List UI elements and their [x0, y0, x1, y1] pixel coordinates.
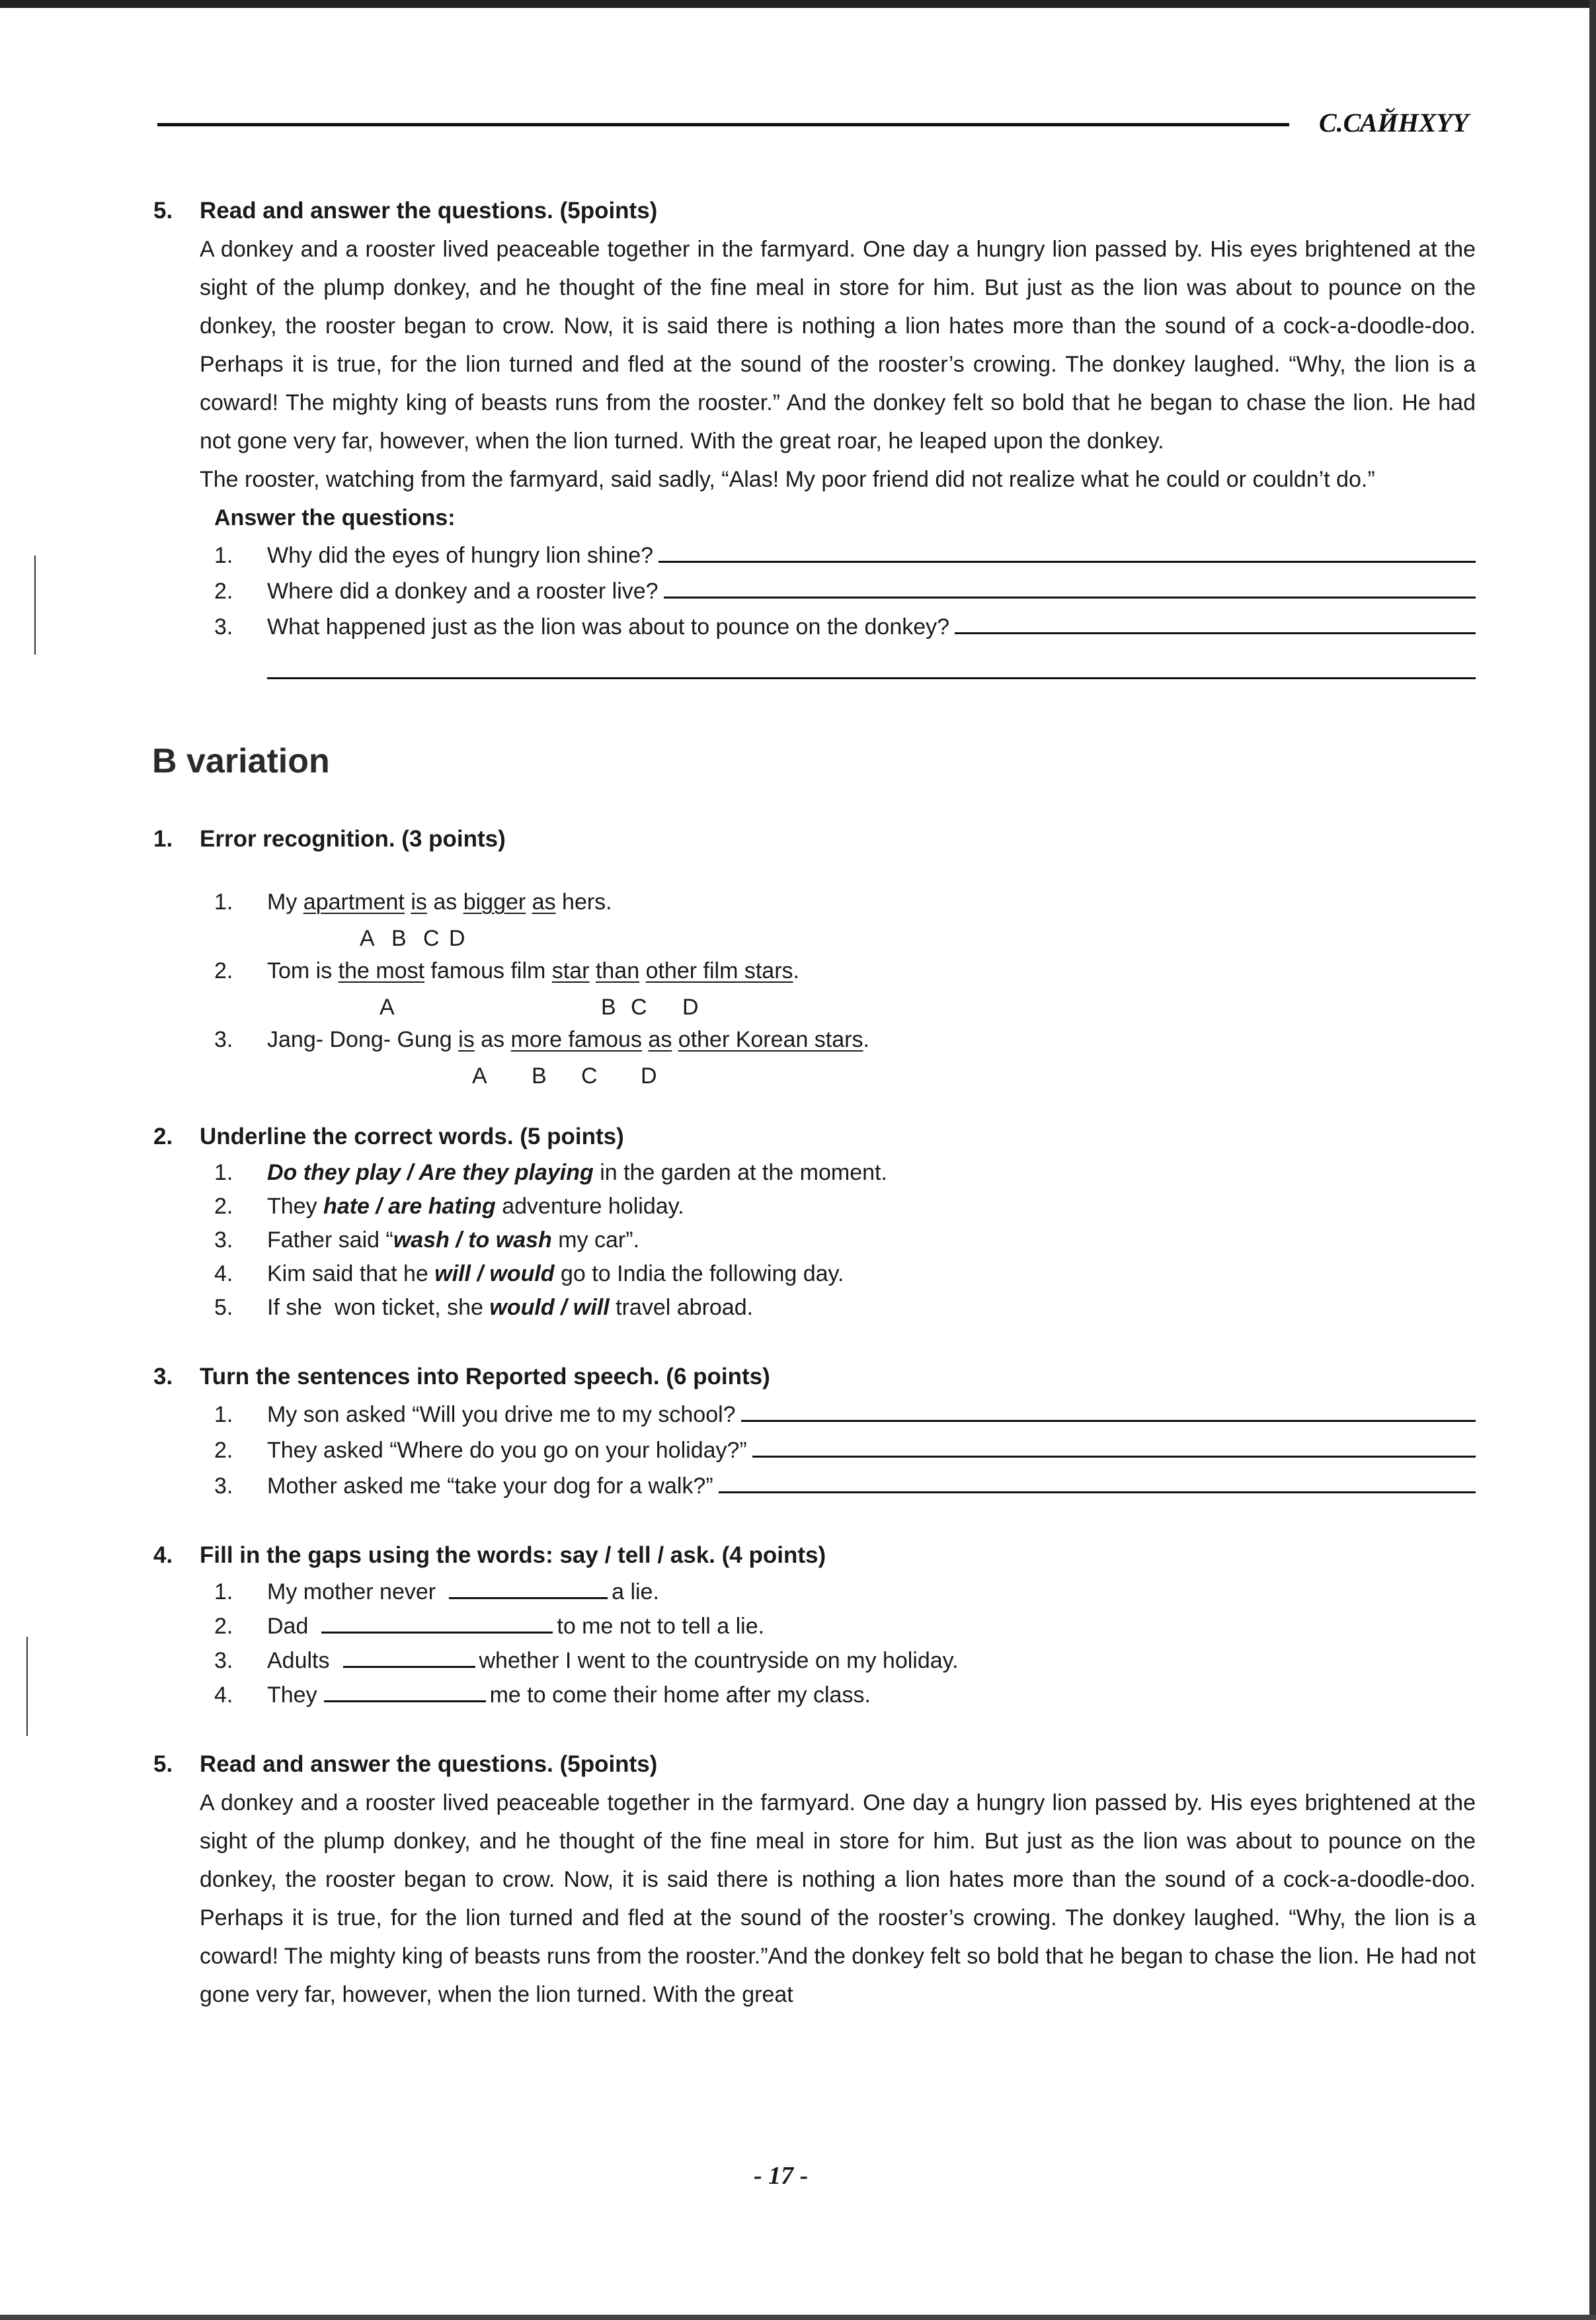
choice-item: 1. Do they play / Are they playing in the garden at the moment. — [214, 1160, 887, 1185]
task-2-underline-correct-words — [153, 1118, 1476, 1325]
option-letters: A B C D — [472, 1063, 657, 1089]
task-heading — [153, 1536, 1476, 1575]
question-text: What happened just as the lion was about to pounce on the donkey? — [267, 614, 950, 640]
option-c: as — [648, 1027, 672, 1052]
option-a: is — [458, 1027, 475, 1052]
word-choice[interactable]: wash / to wash — [393, 1227, 552, 1253]
margin-mark — [34, 556, 36, 655]
gap-item: 3. Adults whether I went to the countryside on my holiday. — [214, 1643, 1476, 1678]
task-number: 1. — [153, 826, 173, 852]
error-sentence — [214, 885, 1476, 919]
passage-paragraph: The rooster, watching from the farmyard, said sadly, “Alas! My poor friend did not realize what he could or couldn’t do.” — [200, 467, 1375, 492]
option-b: star — [551, 958, 590, 983]
gap-item: 1. My mother never a lie. — [214, 1575, 1476, 1609]
header-title: С.САЙНХҮҮ — [1319, 108, 1469, 138]
task-heading — [153, 192, 1476, 230]
option-c: bigger — [463, 890, 526, 915]
gap-blank[interactable] — [449, 1575, 608, 1599]
word-choice[interactable]: would / will — [489, 1295, 610, 1320]
choice-item: 2. They hate / are hating adventure holiday. — [214, 1194, 684, 1219]
option-d: other film stars — [645, 958, 793, 983]
word-choice[interactable]: will / would — [434, 1261, 555, 1286]
option-letters: A B C D — [379, 995, 699, 1020]
question-number: 3. — [214, 614, 233, 640]
question-text: Why did the eyes of hungry lion shine? — [267, 543, 654, 568]
question-number: 2. — [214, 579, 233, 604]
answer-line-continuation[interactable] — [267, 644, 1476, 679]
task-heading — [153, 1358, 1476, 1396]
answer-line[interactable] — [719, 1468, 1476, 1493]
questions-label: Answer the questions: — [214, 505, 456, 530]
question-item — [214, 537, 1476, 573]
question-list — [214, 537, 1476, 644]
task-heading — [153, 820, 1476, 858]
question-number: 1. — [214, 543, 233, 568]
answer-line[interactable] — [955, 608, 1476, 634]
task-number: 4. — [153, 1542, 173, 1568]
gap-item: 4. They me to come their home after my class. — [214, 1678, 1476, 1712]
error-item — [214, 1022, 1476, 1091]
question-item — [214, 573, 1476, 608]
scan-edge-bottom — [0, 2315, 1596, 2320]
answer-line[interactable] — [658, 537, 1476, 563]
option-a: the most — [338, 958, 425, 983]
worksheet-content — [153, 192, 1476, 2014]
reading-passage — [200, 230, 1476, 499]
choice-item: 3. Father said “wash / to wash my car”. — [214, 1227, 640, 1253]
answer-line[interactable] — [664, 573, 1476, 599]
reported-item: 1. My son asked “Will you drive me to my school? — [214, 1396, 1476, 1432]
option-d: other Korean stars — [678, 1027, 863, 1052]
task-number: 5. — [153, 198, 173, 224]
error-sentence — [214, 1022, 1476, 1057]
option-b: more famous — [510, 1027, 642, 1052]
passage-paragraph: A donkey and a rooster lived peaceable together in the farmyard. One day a hungry lion passed by. His eyes brightened at the sight of the plump donkey, and he thought of the fine meal in store for him. But just as the lion was about to pounce on the donkey, the rooster began to crow. Now, it is said there is nothing a lion hates more than the sound of a cock-a-doodle-doo. Perhaps it is true, for the lion turned and fled at the sound of the rooster’s crowing. The donkey laughed. “Why, the lion is a coward! The mighty king of beasts runs from the rooster.” And the donkey felt so bold that he began to chase the lion. He had not gone very far, however, when the lion turned. With the great roar, he leaped upon the donkey. — [200, 237, 1476, 454]
task-number: 2. — [153, 1124, 173, 1149]
option-d: as — [532, 890, 556, 915]
task-4-fill-in-gaps — [153, 1536, 1476, 1712]
gap-blank[interactable] — [321, 1609, 553, 1634]
word-choice[interactable]: hate / are hating — [323, 1194, 496, 1219]
item-number: 1. — [214, 890, 233, 915]
task-5-reading — [153, 1745, 1476, 2014]
sentence: My apartment is as bigger as hers. — [267, 890, 612, 915]
gap-fill-list — [214, 1575, 1476, 1712]
option-letters: A B C D — [360, 926, 465, 951]
item-number: 2. — [214, 958, 233, 983]
error-item — [214, 954, 1476, 1022]
header-rule — [157, 123, 1289, 126]
task-heading — [153, 1745, 1476, 1784]
option-c: than — [595, 958, 640, 983]
section-a-task-5 — [153, 192, 1476, 679]
reported-speech-list — [214, 1396, 1476, 1503]
task-number: 3. — [153, 1364, 173, 1389]
option-a: apartment — [303, 890, 405, 915]
scan-edge-right — [1589, 0, 1596, 2320]
choice-item: 5. If she won ticket, she would / will travel abroad. — [214, 1295, 754, 1320]
gap-blank[interactable] — [343, 1643, 475, 1668]
passage-paragraph: A donkey and a rooster lived peaceable together in the farmyard. One day a hungry lion passed by. His eyes brightened at the sight of the plump donkey, and he thought of the fine meal in store for him. But just as the lion was about to pounce on the donkey, the rooster began to crow. Now, it is said there is nothing a lion hates more than the sound of a cock-a-doodle-doo. Perhaps it is true, for the lion turned and fled at the sound of the rooster’s crowing. The donkey laughed. “Why, the lion is a coward! The mighty king of beasts runs from the rooster.”And the donkey felt so bold that he began to chase the lion. He had not gone very far, however, when the lion turned. With the great — [200, 1790, 1476, 2007]
question-text: Where did a donkey and a rooster live? — [267, 579, 658, 604]
task-title: Read and answer the questions. (5points) — [200, 1751, 658, 1777]
gap-blank[interactable] — [324, 1678, 486, 1702]
task-title: Error recognition. (3 points) — [200, 826, 506, 852]
margin-mark — [26, 1637, 28, 1736]
choice-list — [214, 1156, 1476, 1325]
gap-item: 2. Dad to me not to tell a lie. — [214, 1609, 1476, 1643]
choice-item: 4. Kim said that he will / would go to India the following day. — [214, 1261, 844, 1286]
reported-item: 2. They asked “Where do you go on your holiday?” — [214, 1432, 1476, 1468]
task-1-error-recognition — [153, 820, 1476, 1091]
word-choice[interactable]: Do they play / Are they playing — [267, 1160, 594, 1185]
task-number: 5. — [153, 1751, 173, 1777]
task-heading — [153, 1118, 1476, 1156]
item-number: 3. — [214, 1027, 233, 1052]
reading-passage — [200, 1784, 1476, 2014]
error-sentence — [214, 954, 1476, 988]
answer-line[interactable] — [741, 1396, 1476, 1422]
answer-line[interactable] — [752, 1432, 1476, 1458]
task-title: Turn the sentences into Reported speech. (6 points) — [200, 1364, 770, 1389]
reported-item: 3. Mother asked me “take your dog for a walk?” — [214, 1468, 1476, 1503]
option-b: is — [411, 890, 427, 915]
sentence: Jang- Dong- Gung is as more famous as other Korean stars. — [267, 1027, 869, 1052]
scan-edge-top — [0, 0, 1596, 8]
question-item — [214, 608, 1476, 644]
error-item — [214, 885, 1476, 954]
page-number: - 17 - — [754, 2162, 809, 2190]
task-title: Underline the correct words. (5 points) — [200, 1124, 624, 1149]
variation-title: B variation — [152, 742, 330, 780]
task-title: Read and answer the questions. (5points) — [200, 198, 658, 224]
task-3-reported-speech — [153, 1358, 1476, 1503]
sentence: Tom is the most famous film star than other film stars. — [267, 958, 799, 983]
task-title: Fill in the gaps using the words: say / tell / ask. (4 points) — [200, 1542, 826, 1568]
